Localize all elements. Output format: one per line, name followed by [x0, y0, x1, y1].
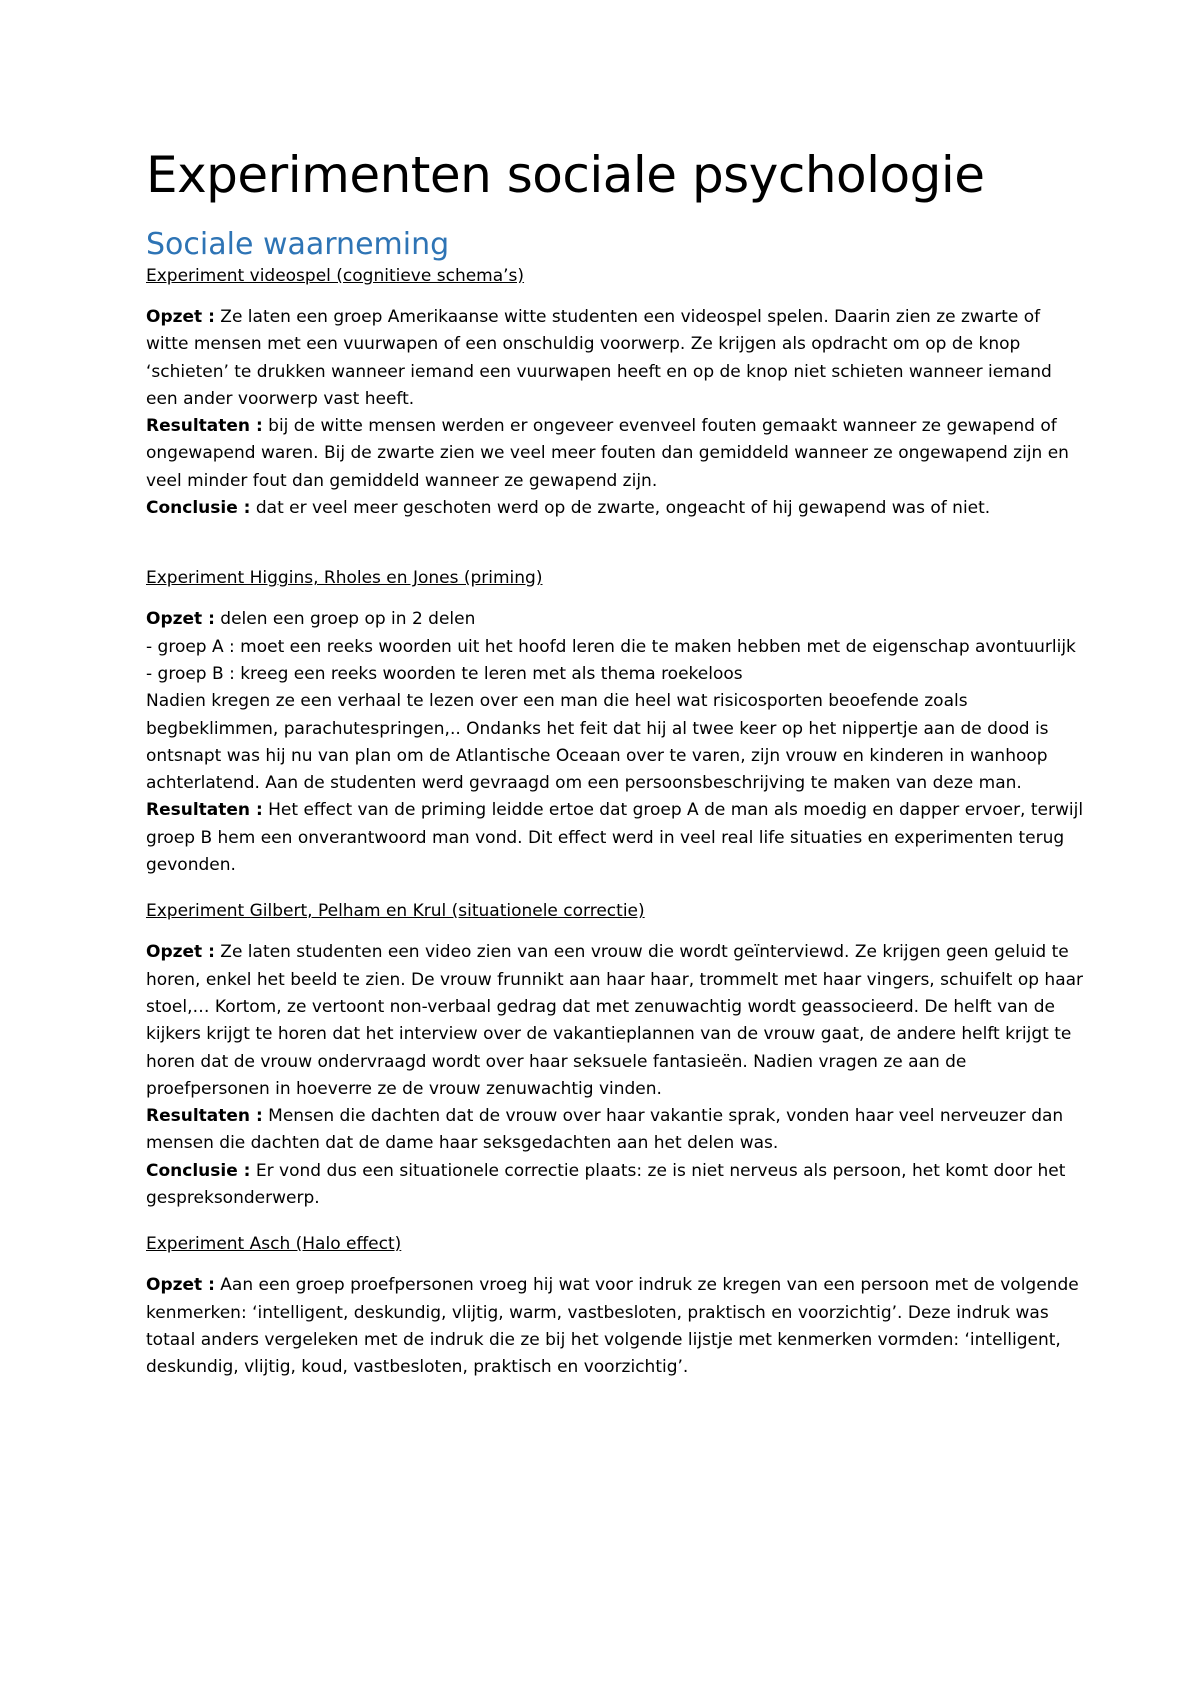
- experiment-videospel: [146, 264, 1086, 522]
- experiment-heading: Experiment Higgins, Rholes en Jones (priming): [146, 568, 543, 589]
- resultaten-paragraph: [146, 797, 1086, 879]
- resultaten-text: Mensen die dachten dat de vrouw over haar vakantie sprak, vonden haar veel nerveuzer dan mensen die dachten dat de dame haar seksgedachten aan het delen was.: [146, 1106, 1064, 1154]
- opzet-text: delen een groep op in 2 delen: [214, 609, 476, 630]
- groep-b-line: - groep B : kreeg een reeks woorden te leren met als thema roekeloos: [146, 663, 743, 684]
- resultaten-label: Resultaten :: [146, 800, 263, 821]
- opzet-paragraph: [146, 606, 1086, 633]
- opzet-label: Opzet :: [146, 942, 215, 963]
- section-heading: Sociale waarneming: [146, 227, 450, 262]
- resultaten-label: Resultaten :: [146, 416, 263, 437]
- conclusie-text: Er vond dus een situationele correctie plaats: ze is niet nerveus als persoon, het komt door het gespreksonderwerp.: [146, 1160, 1066, 1209]
- conclusie-label: Conclusie :: [146, 1160, 251, 1181]
- experiment-heading: Experiment Asch (Halo effect): [146, 1234, 402, 1255]
- experiment-gilbert: [146, 899, 1086, 1212]
- experiment-higgins: [146, 566, 1086, 879]
- experiment-asch: [146, 1232, 1086, 1381]
- conclusie-text: dat er veel meer geschoten werd op de zwarte, ongeacht of hij gewapend was of niet.: [250, 498, 991, 519]
- resultaten-text: Het effect van de priming leidde ertoe dat groep A de man als moedig en dapper ervoer, terwijl groep B hem een onverantwoord man vond. Dit effect werd in veel real life situaties en experimenten terug gevonden.: [146, 800, 1084, 876]
- conclusie-label: Conclusie :: [146, 498, 251, 519]
- opzet-text: Ze laten studenten een video zien van een vrouw die wordt geïnterviewd. Ze krijgen geen geluid te horen, enkel het beeld te zien. De vrouw frunnikt aan haar haar, trommelt met haar vingers, schuifelt op haar stoel,… Kortom, ze vertoont non-verbaal gedrag dat met zenuwachtig wordt geassocieerd. De helft van de kijkers krijgt te horen dat het interview over de vakantieplannen van de vrouw gaat, de andere helft krijgt te horen dat de vrouw ondervraagd wordt over haar seksuele fantasieën. Nadien vragen ze aan de proefpersonen in hoeverre ze de vrouw zenuwachtig vinden.: [146, 942, 1084, 1099]
- opzet-text: Aan een groep proefpersonen vroeg hij wat voor indruk ze kregen van een persoon met de volgende kenmerken: ‘intelligent, deskundig, vlijtig, warm, vastbesloten, praktisch en voorzichtig’. Deze indruk was totaal anders vergeleken met de indruk die ze bij het volgende lijstje met kenmerken vormden: ‘intelligent, deskundig, vlijtig, koud, vastbesloten, praktisch en voorzichtig’.: [146, 1275, 1079, 1378]
- conclusie-paragraph: [146, 1158, 1086, 1213]
- groep-a-line: - groep A : moet een reeks woorden uit het hoofd leren die te maken hebben met de eigenschap avontuurlijk: [146, 636, 1076, 657]
- opzet-label: Opzet :: [146, 307, 215, 327]
- nadien-paragraph: Nadien kregen ze een verhaal te lezen over een man die heel wat risicosporten beoefende zoals begbeklimmen, parachutespringen,.. Ondanks het feit dat hij al twee keer op het nippertje aan de dood is ontsnapt was hij nu van plan om de Atlantische Oceaan over te varen, zijn vrouw en kinderen in wanhoop achterlatend. Aan de studenten werd gevraagd om een persoonsbeschrijving te maken van deze man.: [146, 691, 1049, 794]
- resultaten-label: Resultaten :: [146, 1106, 263, 1127]
- experiment-heading: Experiment videospel (cognitieve schema’s): [146, 266, 525, 286]
- opzet-label: Opzet :: [146, 609, 215, 630]
- opzet-paragraph: [146, 939, 1086, 1103]
- opzet-paragraph: [146, 304, 1086, 413]
- opzet-label: Opzet :: [146, 1275, 215, 1296]
- experiment-heading: Experiment Gilbert, Pelham en Krul (situationele correctie): [146, 901, 645, 922]
- opzet-text: Ze laten een groep Amerikaanse witte studenten een videospel spelen. Daarin zien ze zwarte of witte mensen met een vuurwapen of een onschuldig voorwerp. Ze krijgen als opdracht om op de knop ‘schieten’ te drukken wanneer iemand een vuurwapen heeft en op de knop niet schieten wanneer iemand een ander voorwerp vast heeft.: [146, 307, 1052, 409]
- resultaten-paragraph: [146, 1103, 1086, 1158]
- document-title: Experimenten sociale psychologie: [146, 146, 985, 204]
- resultaten-paragraph: [146, 413, 1086, 495]
- resultaten-text: bij de witte mensen werden er ongeveer evenveel fouten gemaakt wanneer ze gewapend of ongewapend waren. Bij de zwarte zien we veel meer fouten dan gemiddeld wanneer ze ongewapend zijn en veel minder fout dan gemiddeld wanneer ze gewapend zijn.: [146, 416, 1069, 491]
- conclusie-paragraph: [146, 495, 1086, 522]
- opzet-paragraph: [146, 1272, 1086, 1381]
- document-page: [146, 142, 1086, 1382]
